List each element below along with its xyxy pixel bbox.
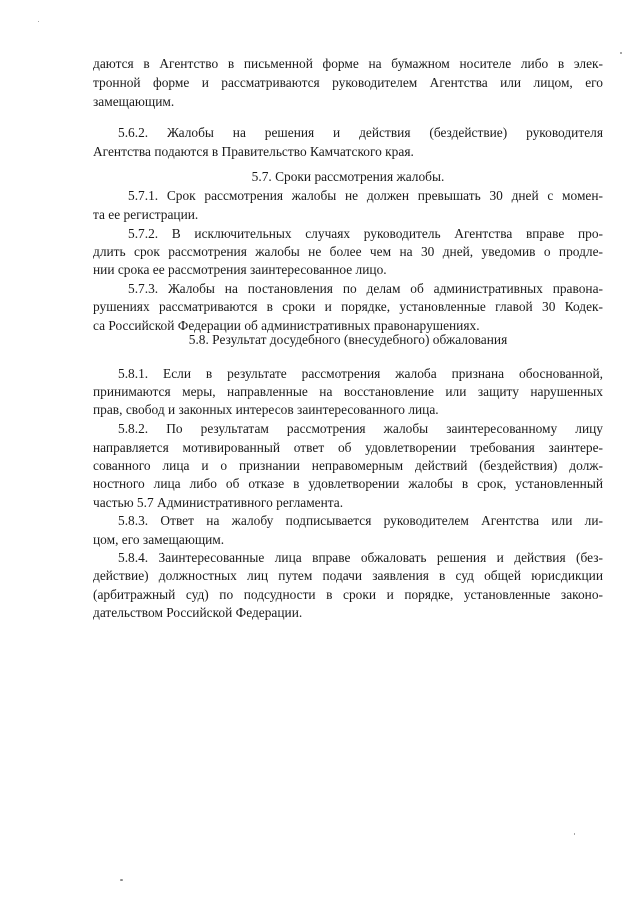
paragraph-line: дательством Российской Федерации.	[93, 605, 303, 620]
paragraph-line: принимаются меры, направленные на восстановление или защиту нарушенных	[93, 384, 603, 399]
paragraph-line: 5.8.3. Ответ на жалобу подписывается руководителем Агентства или ли-	[118, 513, 603, 528]
paragraph-line: длить срок рассмотрения жалобы не более чем на 30 дней, уведомив о продле-	[93, 244, 603, 259]
paragraph-line: замещающим.	[93, 94, 175, 109]
paragraph-line: тронной форме и рассматриваются руководителем Агентства или лицом, его	[93, 75, 603, 90]
paragraph-line: 5.7.1. Срок рассмотрения жалобы не должен превышать 30 дней с момен-	[128, 188, 603, 203]
section-heading: 5.8. Результат досудебного (внесудебного) обжалования	[188, 332, 508, 347]
paragraph-line: действие) должностных лиц путем подачи заявления в суд общей юрисдикции	[93, 568, 603, 583]
paragraph-line: 5.8.1. Если в результате рассмотрения жалоба признана обоснованной,	[118, 366, 603, 381]
paragraph-line: 5.8.4. Заинтересованные лица вправе обжаловать решения и действия (без-	[118, 550, 603, 565]
paragraph-line: прав, свобод и законных интересов заинтересованного лица.	[93, 402, 439, 417]
paragraph-line: ностного лица либо об отказе в удовлетворении жалобы в срок, установленный	[93, 476, 603, 491]
paragraph-line: даются в Агентство в письменной форме на бумажном носителе либо в элек-	[93, 56, 603, 71]
paragraph-line: частью 5.7 Административного регламента.	[93, 495, 344, 510]
section-heading: 5.7. Сроки рассмотрения жалобы.	[251, 169, 445, 184]
paragraph-line: 5.7.3. Жалобы на постановления по делам об административных правона-	[128, 281, 603, 296]
scan-speck	[574, 833, 575, 835]
paragraph-line: 5.7.2. В исключительных случаях руководитель Агентства вправе про-	[128, 226, 603, 241]
paragraph-line: цом, его замещающим.	[93, 532, 225, 547]
paragraph-line: 5.6.2. Жалобы на решения и действия (бездействие) руководителя	[118, 125, 603, 140]
paragraph-line: са Российской Федерации об административных правонарушениях.	[93, 318, 480, 333]
scan-speck	[620, 52, 622, 54]
scan-speck	[120, 879, 123, 881]
paragraph-line: Агентства подаются в Правительство Камчатского края.	[93, 144, 414, 159]
paragraph-line: рушениях рассматриваются в сроки и порядке, установленные главой 30 Кодек-	[93, 299, 603, 314]
paragraph-line: нии срока ее рассмотрения заинтересованное лицо.	[93, 262, 387, 277]
paragraph-line: (арбитражный суд) по подсудности в сроки и порядке, установленные законо-	[93, 587, 603, 602]
paragraph-line: сованного лица и о признании неправомерным действий (бездействия) долж-	[93, 458, 603, 473]
scan-speck	[38, 21, 39, 22]
paragraph-line: направляется мотивированный ответ об удовлетворении требования заинтере-	[93, 440, 603, 455]
paragraph-line: 5.8.2. По результатам рассмотрения жалобы заинтересованному лицу	[118, 421, 603, 436]
paragraph-line: та ее регистрации.	[93, 207, 199, 222]
